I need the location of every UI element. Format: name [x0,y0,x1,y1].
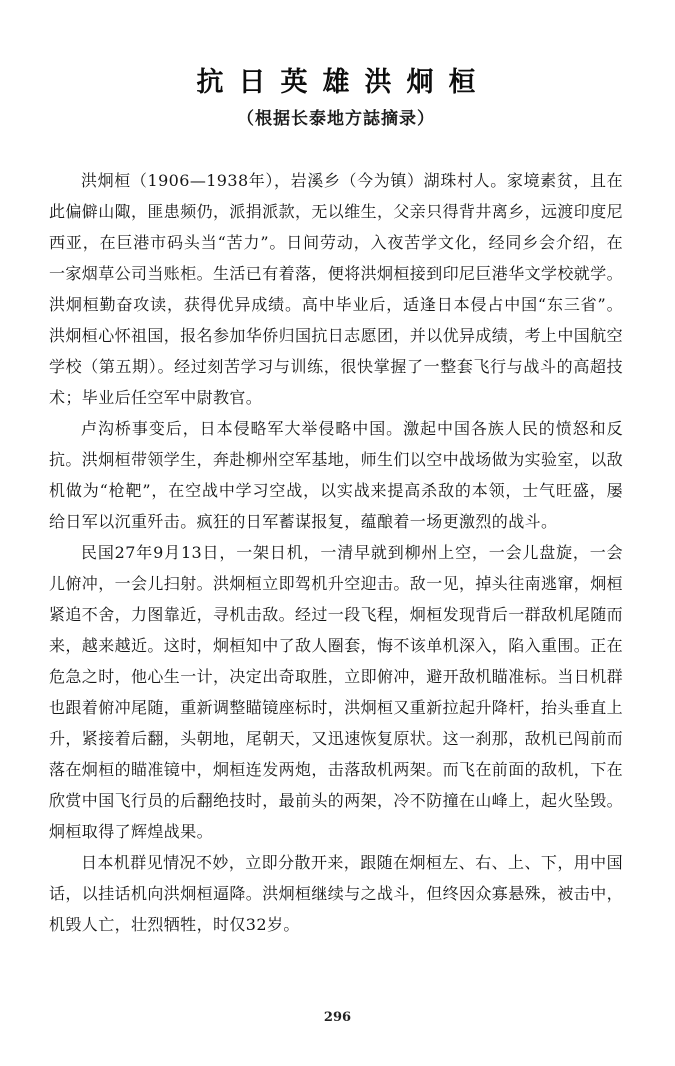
paragraph: 日本机群见情况不妙，立即分散开来，跟随在炯桓左、右、上、下，用中国话，以挂话机向洪炯桓逼降。洪炯桓继续与之战斗，但终因众寡悬殊，被击中，机毁人亡，壮烈牺牲，时仅32岁。 [49,853,624,934]
document-page [0,66,675,1066]
page-number: 296 [323,1010,352,1025]
article-body [49,165,623,940]
paragraph: 洪炯桓（1906—1938年），岩溪乡（今为镇）湖珠村人。家境素贫，且在此偏僻山陬，匪患频仍，派捐派款，无以维生，父亲只得背井离乡，远渡印度尼西亚，在巨港市码头当“苦力”。日间劳动，入夜苦学文化，经同乡会介绍，在一家烟草公司当账柜。生活已有着落，便将洪炯桓接到印尼巨港华文学校就学。洪炯桓勤奋攻读，获得优异成绩。高中毕业后，适逢日本侵占中国“东三省”。洪炯桓心怀祖国，报名参加华侨归国抗日志愿团，并以优异成绩，考上中国航空学校（第五期）。经过刻苦学习与训练，很快掌握了一整套飞行与战斗的高超技术；毕业后任空军中尉教官。 [49,171,624,407]
page-subtitle: （根据长泰地方誌摘录） [237,109,435,129]
paragraph: 卢沟桥事变后，日本侵略军大举侵略中国。激起中国各族人民的愤怒和反抗。洪炯桓带领学生，奔赴柳州空军基地，师生们以空中战场做为实验室，以敌机做为“枪靶”，在空战中学习空战，以实战来提高杀敌的本领，士气旺盛，屡给日军以沉重歼击。疯狂的日军蓄谋报复，蕴酿着一场更激烈的战斗。 [49,419,624,531]
page-title: 抗日英雄洪炯桓 [196,67,491,98]
paragraph: 民国27年9月13日，一架日机，一清早就到柳州上空，一会儿盘旋，一会儿俯冲，一会儿扫射。洪炯桓立即驾机升空迎击。敌一见，掉头往南逃窜，炯桓紧追不舍，力图靠近，寻机击敌。经过一段飞程，炯桓发现背后一群敌机尾随而来，越来越近。这时，炯桓知中了敌人圈套，悔不该单机深入，陷入重围。正在危急之时，他心生一计，决定出奇取胜，立即俯冲，避开敌机瞄准标。当日机群也跟着俯冲尾随，重新调整瞄镜座标时，洪炯桓又重新拉起升降杆，抬头垂直上升，紧接着后翻，头朝地，尾朝天，又迅速恢复原状。这一刹那，敌机已闯前而落在炯桓的瞄准镜中，炯桓连发两炮，击落敌机两架。而飞在前面的敌机，下在欣赏中国飞行员的后翻绝技时，最前头的两架，冷不防撞在山峰上，起火坠毁。炯桓取得了辉煌战果。 [49,543,624,841]
